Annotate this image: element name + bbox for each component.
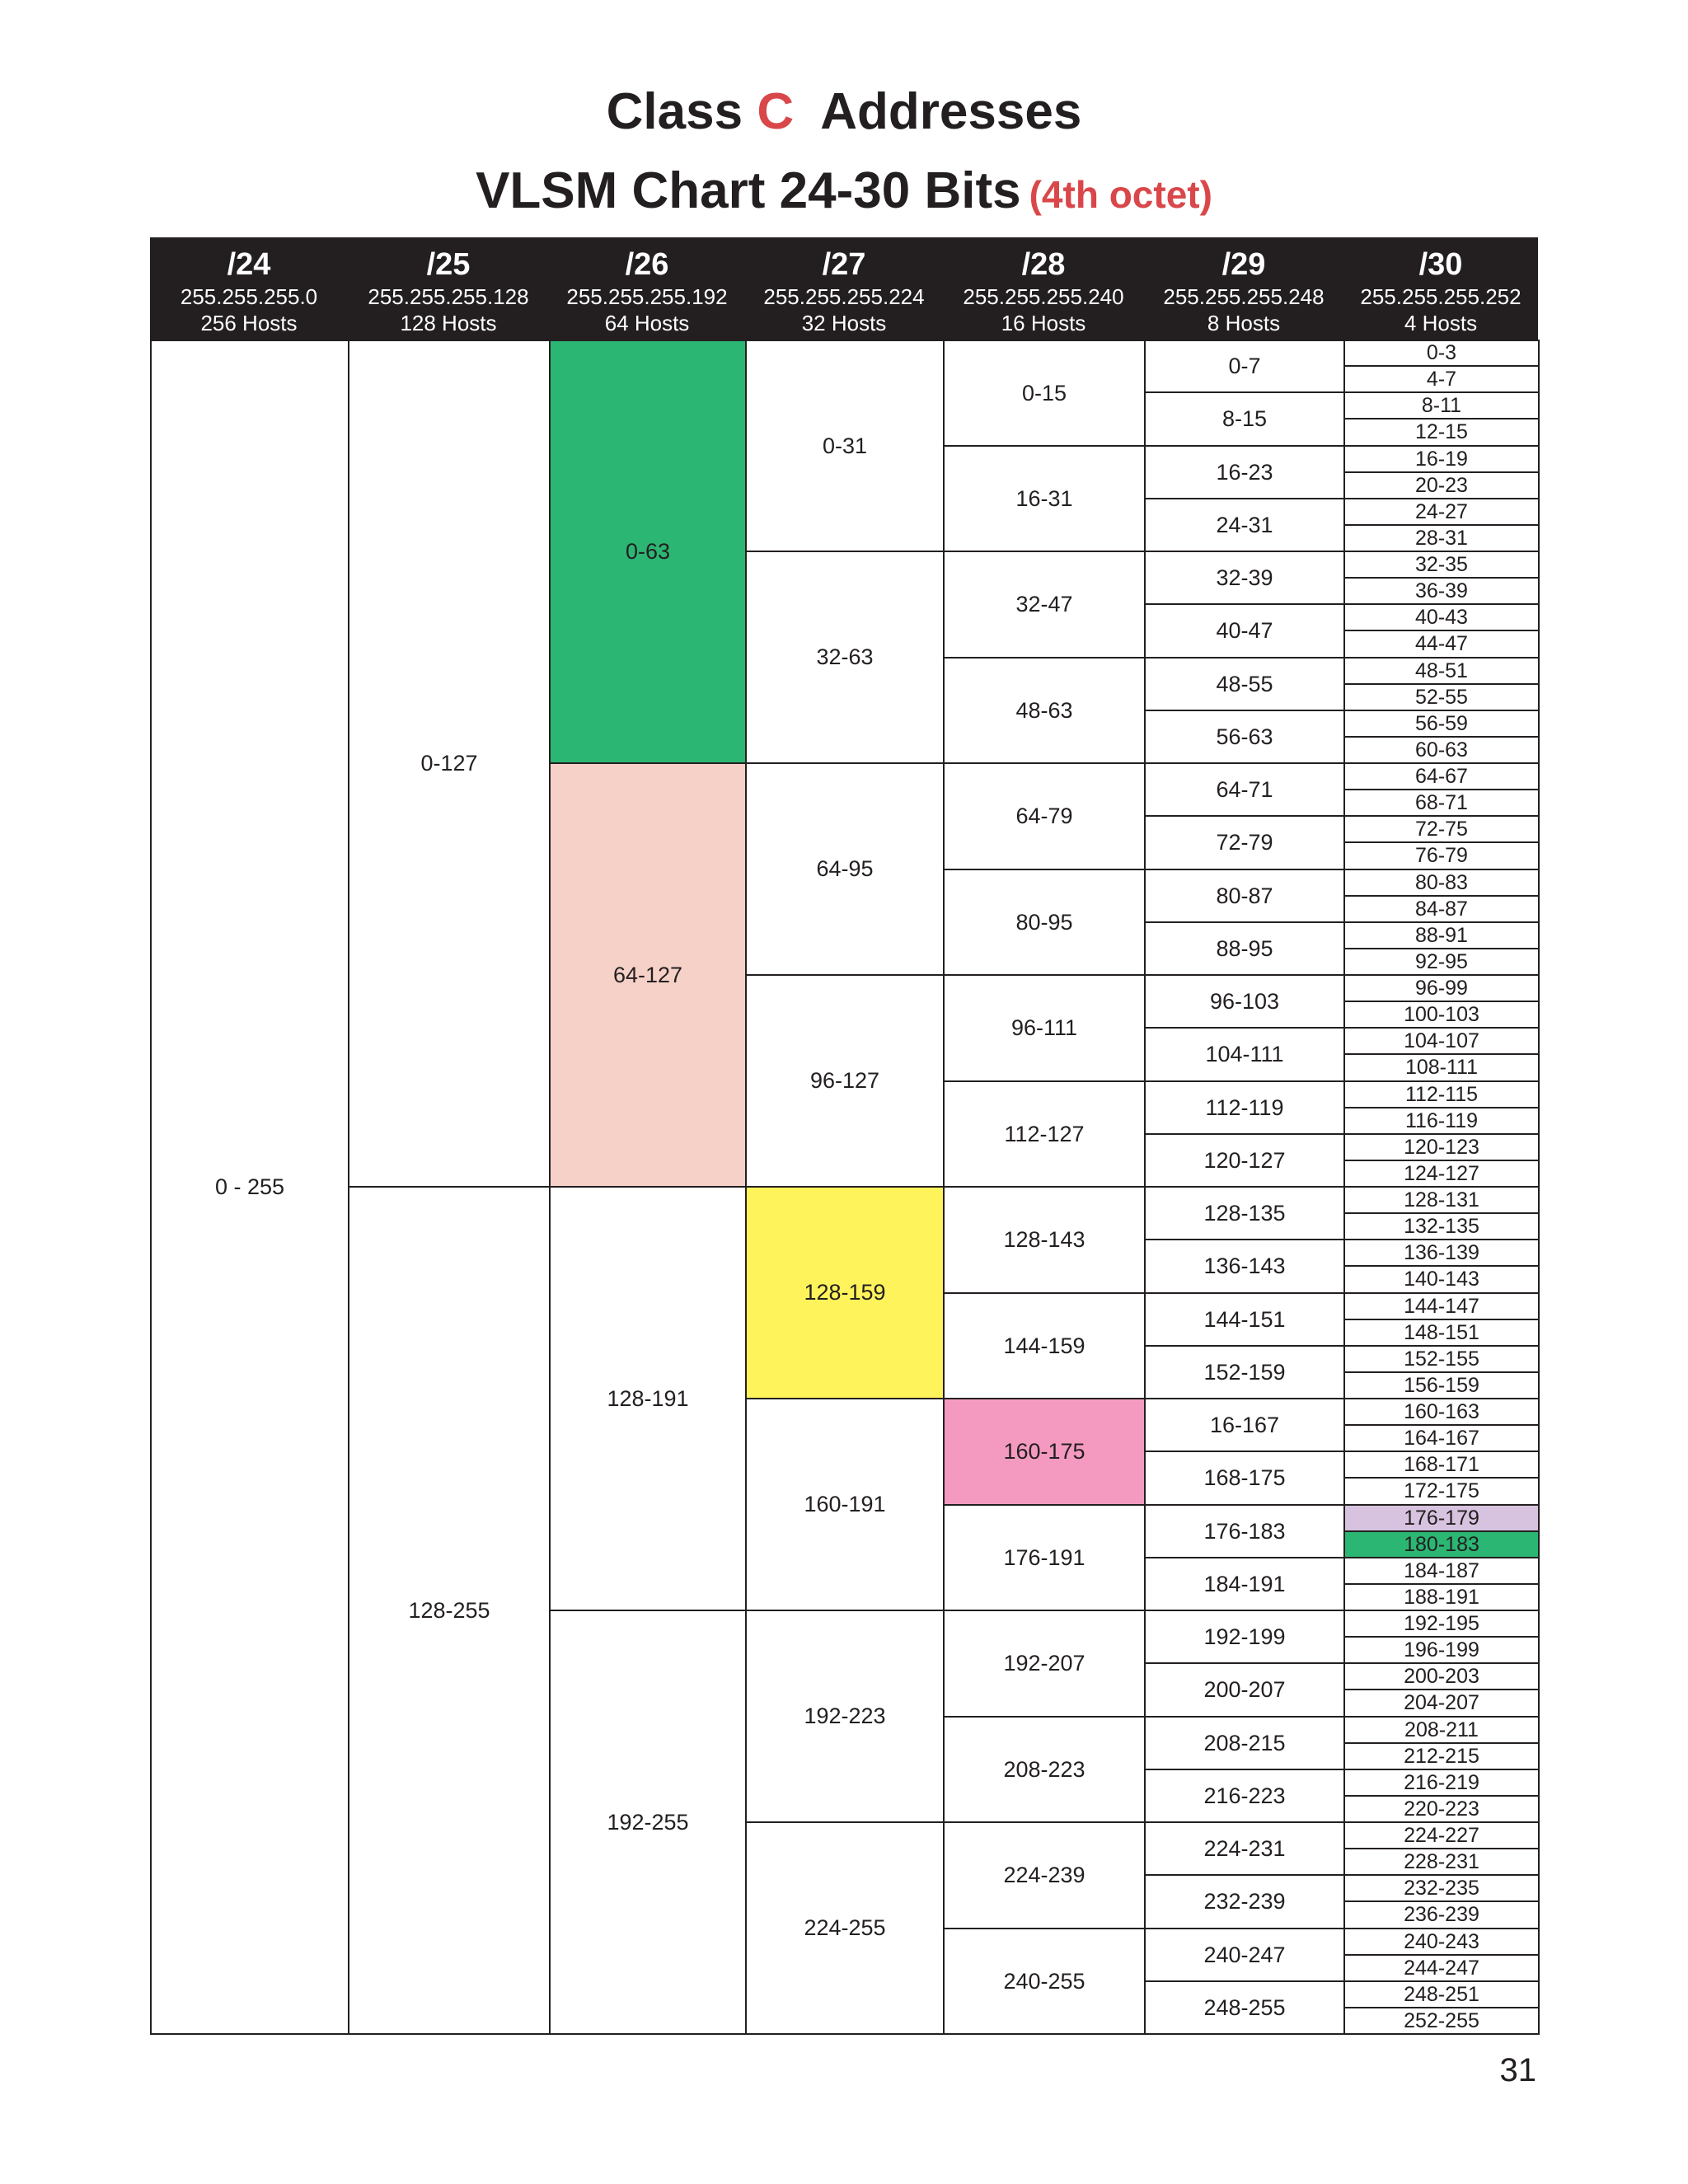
- subnet-mask-label: 255.255.255.0: [180, 284, 318, 309]
- subnet-range-cell: 192-255: [549, 1610, 747, 2035]
- subnet-range-cell: 180-183: [1343, 1530, 1540, 1558]
- subnet-range-cell: 248-255: [1144, 1980, 1345, 2035]
- subnet-range-cell: 232-235: [1343, 1874, 1540, 1902]
- subnet-range-cell: 40-43: [1343, 603, 1540, 631]
- hosts-label: 4 Hosts: [1404, 311, 1478, 335]
- subnet-range-cell: 112-119: [1144, 1080, 1345, 1135]
- subnet-range-cell: 224-227: [1343, 1821, 1540, 1849]
- subnet-range-cell: 96-99: [1343, 974, 1540, 1002]
- subnet-range-cell: 184-191: [1144, 1557, 1345, 1611]
- subnet-range-cell: 64-127: [549, 762, 747, 1188]
- subnet-range-cell: 12-15: [1343, 418, 1540, 447]
- subnet-range-cell: 196-199: [1343, 1636, 1540, 1664]
- subnet-range-cell: 8-15: [1144, 391, 1345, 447]
- subnet-range-cell: 20-23: [1343, 471, 1540, 499]
- subnet-range-cell: 152-155: [1343, 1345, 1540, 1373]
- subnet-range-cell: 16-31: [943, 445, 1146, 552]
- subnet-range-cell: 192-207: [943, 1610, 1146, 1718]
- subnet-range-cell: 144-151: [1144, 1292, 1345, 1347]
- prefix-label: /28: [1021, 247, 1066, 282]
- subnet-range-cell: 0-15: [943, 340, 1146, 447]
- subnet-range-cell: 132-135: [1343, 1212, 1540, 1240]
- subnet-range-cell: 80-87: [1144, 869, 1345, 923]
- subnet-range-cell: 32-35: [1343, 551, 1540, 579]
- subnet-range-cell: 144-159: [943, 1292, 1146, 1399]
- subnet-range-cell: 48-63: [943, 657, 1146, 764]
- subnet-range-cell: 192-223: [745, 1610, 945, 1823]
- subnet-range-cell: 24-27: [1343, 498, 1540, 526]
- subnet-range-cell: 224-255: [745, 1821, 945, 2035]
- hosts-label: 32 Hosts: [801, 311, 887, 335]
- hosts-label: 128 Hosts: [400, 311, 497, 335]
- subnet-range-cell: 160-163: [1343, 1398, 1540, 1426]
- subnet-mask-label: 255.255.255.128: [368, 284, 529, 309]
- page-subtitle: [0, 155, 1688, 231]
- subnet-range-cell: 172-175: [1343, 1477, 1540, 1506]
- subnet-range-cell: 32-47: [943, 551, 1146, 658]
- subnet-range-cell: 96-103: [1144, 974, 1345, 1029]
- hosts-label: 64 Hosts: [604, 311, 690, 335]
- subnet-range-cell: 140-143: [1343, 1265, 1540, 1294]
- column-header: [1343, 237, 1538, 340]
- subnet-range-cell: 48-55: [1144, 657, 1345, 711]
- column-header: [150, 237, 348, 340]
- subnet-range-cell: 168-171: [1343, 1451, 1540, 1479]
- subnet-range-cell: 224-239: [943, 1821, 1146, 1929]
- subnet-range-cell: 72-79: [1144, 815, 1345, 870]
- subnet-range-cell: 216-223: [1144, 1769, 1345, 1823]
- subnet-range-cell: 152-159: [1144, 1345, 1345, 1399]
- subnet-range-cell: 120-123: [1343, 1133, 1540, 1161]
- subnet-range-cell: 112-115: [1343, 1080, 1540, 1108]
- subnet-range-cell: 200-203: [1343, 1662, 1540, 1690]
- column-header: [348, 237, 549, 340]
- subnet-range-cell: 216-219: [1343, 1769, 1540, 1797]
- subnet-range-cell: 0 - 255: [150, 340, 349, 2035]
- page-number: 31: [1499, 2052, 1536, 2088]
- vlsm-chart: [150, 237, 1538, 2034]
- subnet-mask-label: 255.255.255.252: [1360, 284, 1522, 309]
- subnet-range-cell: 60-63: [1343, 736, 1540, 764]
- subnet-mask-label: 255.255.255.240: [963, 284, 1124, 309]
- subnet-mask-label: 255.255.255.224: [763, 284, 925, 309]
- column-header: [549, 237, 745, 340]
- subnet-range-cell: 116-119: [1343, 1107, 1540, 1135]
- prefix-label: /26: [625, 247, 669, 282]
- subnet-range-cell: 228-231: [1343, 1848, 1540, 1876]
- subnet-range-cell: 28-31: [1343, 524, 1540, 552]
- subnet-range-cell: 56-63: [1144, 710, 1345, 764]
- prefix-label: /24: [227, 247, 271, 282]
- subnet-range-cell: 248-251: [1343, 1980, 1540, 2008]
- subnet-range-cell: 104-107: [1343, 1027, 1540, 1055]
- subnet-mask-label: 255.255.255.248: [1163, 284, 1325, 309]
- subnet-range-cell: 232-239: [1144, 1874, 1345, 1929]
- subnet-range-cell: 128-143: [943, 1186, 1146, 1294]
- subnet-range-cell: 156-159: [1343, 1371, 1540, 1399]
- subnet-range-cell: 64-71: [1144, 762, 1345, 817]
- subnet-range-cell: 240-247: [1144, 1928, 1345, 1982]
- subnet-range-cell: 32-39: [1144, 551, 1345, 605]
- subnet-range-cell: 244-247: [1343, 1954, 1540, 1982]
- subnet-range-cell: 96-111: [943, 974, 1146, 1082]
- subnet-range-cell: 184-187: [1343, 1557, 1540, 1585]
- title-suffix: Addresses: [820, 83, 1082, 140]
- subnet-range-cell: 76-79: [1343, 841, 1540, 870]
- subnet-range-cell: 240-243: [1343, 1928, 1540, 1956]
- subnet-range-cell: 68-71: [1343, 789, 1540, 817]
- subnet-range-cell: 204-207: [1343, 1689, 1540, 1718]
- subnet-range-cell: 4-7: [1343, 365, 1540, 393]
- subnet-range-cell: 144-147: [1343, 1292, 1540, 1320]
- subnet-range-cell: 176-183: [1144, 1504, 1345, 1558]
- subnet-mask-label: 255.255.255.192: [566, 284, 728, 309]
- page-title: [0, 76, 1688, 148]
- subnet-range-cell: 168-175: [1144, 1451, 1345, 1506]
- subnet-range-cell: 220-223: [1343, 1795, 1540, 1823]
- subnet-range-cell: 128-131: [1343, 1186, 1540, 1214]
- subnet-range-cell: 56-59: [1343, 710, 1540, 738]
- subnet-range-cell: 200-207: [1144, 1662, 1345, 1718]
- subnet-range-cell: 128-255: [348, 1186, 551, 2035]
- subnet-range-cell: 212-215: [1343, 1742, 1540, 1770]
- subnet-range-cell: 64-67: [1343, 762, 1540, 790]
- subnet-range-cell: 80-83: [1343, 869, 1540, 897]
- subnet-range-cell: 0-7: [1144, 340, 1345, 393]
- prefix-label: /25: [426, 247, 471, 282]
- subnet-range-cell: 84-87: [1343, 895, 1540, 923]
- subnet-range-cell: 208-223: [943, 1716, 1146, 1823]
- subnet-range-cell: 192-195: [1343, 1610, 1540, 1638]
- subnet-range-cell: 176-179: [1343, 1504, 1540, 1532]
- column-header: [745, 237, 943, 340]
- column-header: [1144, 237, 1343, 340]
- subnet-range-cell: 0-127: [348, 340, 551, 1188]
- subnet-range-cell: 128-159: [745, 1186, 945, 1399]
- subtitle-note: (4th octet): [1029, 173, 1212, 216]
- subnet-range-cell: 240-255: [943, 1928, 1146, 2035]
- prefix-label: /30: [1418, 247, 1463, 282]
- subnet-range-cell: 48-51: [1343, 657, 1540, 685]
- subnet-range-cell: 120-127: [1144, 1133, 1345, 1188]
- subnet-range-cell: 36-39: [1343, 577, 1540, 605]
- hosts-label: 256 Hosts: [200, 311, 298, 335]
- subnet-range-cell: 160-175: [943, 1398, 1146, 1506]
- subnet-range-cell: 16-167: [1144, 1398, 1345, 1452]
- subnet-range-cell: 236-239: [1343, 1900, 1540, 1929]
- subnet-range-cell: 128-135: [1144, 1186, 1345, 1240]
- subtitle-main: VLSM Chart 24-30 Bits: [476, 162, 1021, 219]
- subnet-range-cell: 88-91: [1343, 921, 1540, 949]
- subnet-range-cell: 0-63: [549, 340, 747, 764]
- subnet-range-cell: 112-127: [943, 1080, 1146, 1188]
- subnet-range-cell: 164-167: [1343, 1424, 1540, 1452]
- subnet-range-cell: 88-95: [1144, 921, 1345, 976]
- subnet-range-cell: 32-63: [745, 551, 945, 764]
- subnet-range-cell: 16-23: [1144, 445, 1345, 499]
- subnet-range-cell: 0-31: [745, 340, 945, 552]
- subnet-range-cell: 136-139: [1343, 1239, 1540, 1267]
- subnet-range-cell: 108-111: [1343, 1053, 1540, 1082]
- subnet-range-cell: 8-11: [1343, 391, 1540, 419]
- prefix-label: /27: [822, 247, 866, 282]
- column-header: [943, 237, 1144, 340]
- subnet-range-cell: 16-19: [1343, 445, 1540, 473]
- subnet-range-cell: 0-3: [1343, 340, 1540, 367]
- subnet-range-cell: 64-95: [745, 762, 945, 976]
- subnet-range-cell: 160-191: [745, 1398, 945, 1611]
- subnet-range-cell: 208-215: [1144, 1716, 1345, 1770]
- subnet-range-cell: 224-231: [1144, 1821, 1345, 1876]
- subnet-range-cell: 64-79: [943, 762, 1146, 870]
- subnet-range-cell: 148-151: [1343, 1319, 1540, 1347]
- subnet-range-cell: 252-255: [1343, 2007, 1540, 2035]
- subnet-range-cell: 52-55: [1343, 683, 1540, 711]
- subnet-range-cell: 92-95: [1343, 948, 1540, 976]
- subnet-range-cell: 192-199: [1144, 1610, 1345, 1664]
- subnet-range-cell: 124-127: [1343, 1160, 1540, 1188]
- hosts-label: 8 Hosts: [1207, 311, 1281, 335]
- hosts-label: 16 Hosts: [1001, 311, 1086, 335]
- subnet-range-cell: 208-211: [1343, 1716, 1540, 1744]
- subnet-range-cell: 128-191: [549, 1186, 747, 1611]
- subnet-range-cell: 72-75: [1343, 815, 1540, 843]
- subnet-range-cell: 176-191: [943, 1504, 1146, 1611]
- title-prefix: Class: [606, 83, 743, 140]
- subnet-range-cell: 40-47: [1144, 603, 1345, 658]
- subnet-range-cell: 44-47: [1343, 630, 1540, 658]
- title-class-letter: C: [757, 83, 795, 140]
- subnet-range-cell: 188-191: [1343, 1583, 1540, 1611]
- subnet-range-cell: 24-31: [1144, 498, 1345, 552]
- subnet-range-cell: 104-111: [1144, 1027, 1345, 1082]
- prefix-label: /29: [1221, 247, 1266, 282]
- subnet-range-cell: 80-95: [943, 869, 1146, 976]
- subnet-range-cell: 100-103: [1343, 1001, 1540, 1029]
- subnet-range-cell: 96-127: [745, 974, 945, 1188]
- subnet-range-cell: 136-143: [1144, 1239, 1345, 1294]
